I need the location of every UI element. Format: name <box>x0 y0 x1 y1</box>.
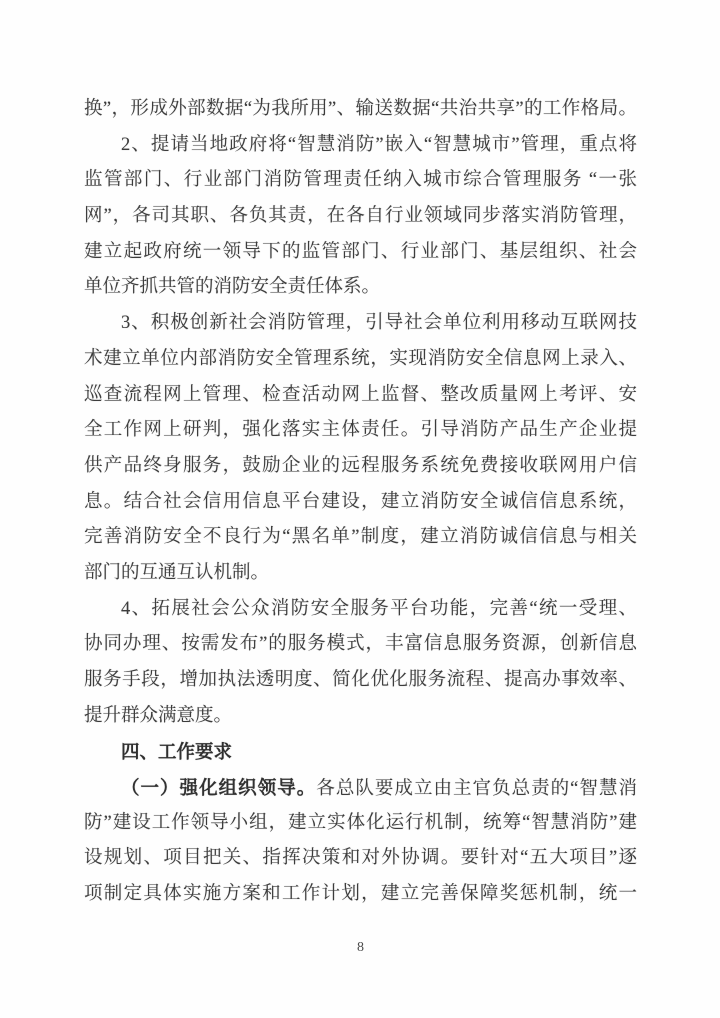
text-line: 供产品终身服务，鼓励企业的远程服务系统免费接收联网用户信 <box>84 455 637 476</box>
text-line: 监管部门、行业部门消防管理责任纳入城市综合管理服务 “一张 <box>84 170 637 191</box>
text-line: 提升群众满意度。 <box>84 705 233 726</box>
text-line: 项制定具体实施方案和工作计划，建立完善保障奖惩机制，统一 <box>84 884 637 905</box>
text-line: 协同办理、按需发布”的服务模式，丰富信息服务资源，创新信息 <box>84 634 637 655</box>
text-line: 防”建设工作领导小组，建立实体化运行机制，统筹“智慧消防”建 <box>84 812 637 833</box>
document-paragraph <box>84 128 637 306</box>
document-paragraph <box>84 306 637 592</box>
text-line: 巡查流程网上管理、检查活动网上监督、整改质量网上考评、安 <box>84 384 637 405</box>
text-line: 换”，形成外部数据“为我所用”、输送数据“共治共享”的工作格局。 <box>84 99 637 119</box>
text-line: 息。结合社会信用信息平台建设，建立消防安全诚信信息系统， <box>84 491 637 512</box>
text-line: 术建立单位内部消防安全管理系统，实现消防安全信息网上录入、 <box>84 348 637 369</box>
text-line: 单位齐抓共管的消防安全责任体系。 <box>84 277 381 298</box>
text-line: 服务手段，增加执法透明度、简化优化服务流程、提高办事效率、 <box>84 670 637 690</box>
document-paragraph <box>84 92 637 128</box>
text-line: 全工作网上研判，强化落实主体责任。引导消防产品生产企业提 <box>84 420 637 441</box>
page-number: 8 <box>357 940 364 955</box>
text-line: 完善消防安全不良行为“黑名单”制度，建立消防诚信信息与相关 <box>84 527 637 548</box>
text-line: 2、提请当地政府将“智慧消防”嵌入“智慧城市”管理，重点将 <box>121 134 637 155</box>
text-line: 4、拓展社会公众消防安全服务平台功能，完善“统一受理、 <box>121 598 637 619</box>
bold-lead-in: （一）强化组织领导。 <box>121 777 317 799</box>
text-line: 部门的互通互认机制。 <box>84 562 270 583</box>
document-body <box>84 92 637 913</box>
text-line: 3、积极创新社会消防管理，引导社会单位利用移动互联网技 <box>121 313 637 334</box>
text-line: 建立起政府统一领导下的监管部门、行业部门、基层组织、社会 <box>84 241 637 262</box>
document-paragraph <box>84 592 637 735</box>
text-line: 网”，各司其职、各负其责，在各自行业领域同步落实消防管理， <box>84 206 637 227</box>
section-heading <box>84 734 637 770</box>
text-line: 设规划、项目把关、指挥决策和对外协调。要针对“五大项目”逐 <box>84 848 637 869</box>
document-paragraph <box>84 770 637 913</box>
text-line: 四、工作要求 <box>121 741 233 763</box>
text-line: （一）强化组织领导。各总队要成立由主官负总责的“智慧消 <box>121 777 637 800</box>
